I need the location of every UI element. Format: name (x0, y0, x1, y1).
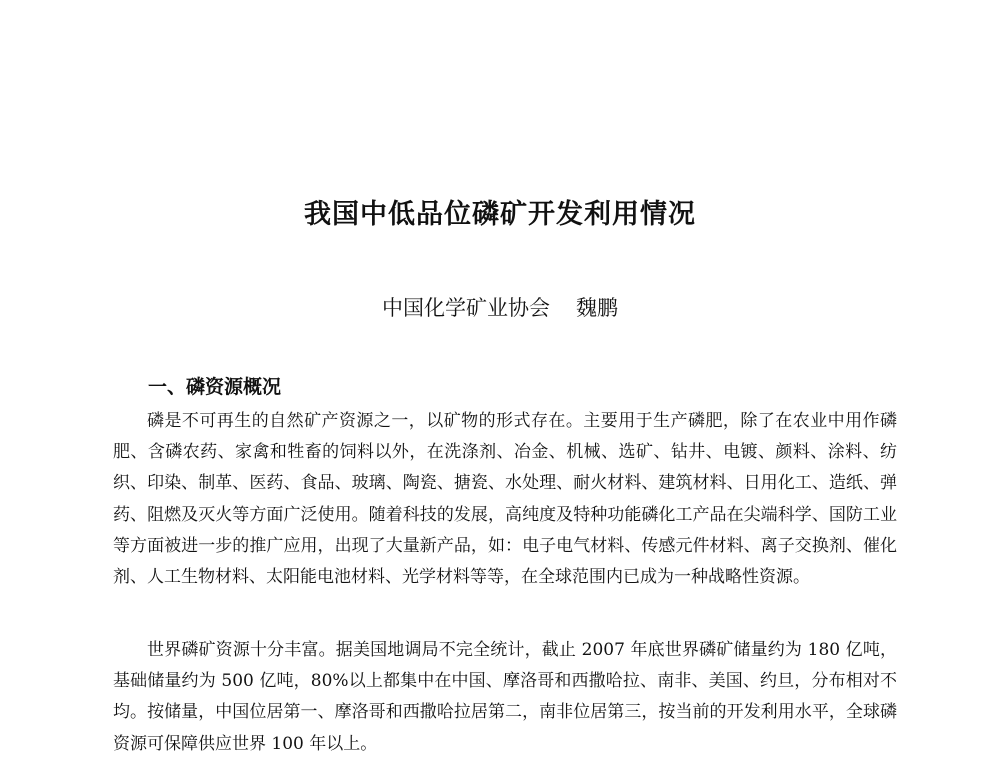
author-name: 魏鹏 (576, 296, 618, 320)
author-organization: 中国化学矿业协会 (382, 296, 550, 320)
author-line (0, 292, 1000, 322)
paper-title: 我国中低品位磷矿开发利用情况 (304, 199, 696, 230)
section-heading: 一、磷资源概况 (148, 376, 282, 398)
body-paragraph: 磷是不可再生的自然矿产资源之一，以矿物的形式存在。主要用于生产磷肥，除了在农业中用作磷肥、含磷农药、家禽和牲畜的饲料以外，在洗涤剂、冶金、机械、选矿、钻井、电镀、颜料、涂料、纺织、印染、制革、医药、食品、玻璃、陶瓷、搪瓷、水处理、耐火材料、建筑材料、日用化工、造纸、弹药、阻燃及灭火等方面广泛使用。随着科技的发展，高纯度及特种功能磷化工产品在尖端科学、国防工业等方面被进一步的推广应用，出现了大量新产品，如：电子电气材料、传感元件材料、离子交换剂、催化剂、人工生物材料、太阳能电池材料、光学材料等等，在全球范围内已成为一种战略性资源。 (113, 411, 897, 588)
body-paragraph: 世界磷矿资源十分丰富。据美国地调局不完全统计，截止 2007 年底世界磷矿储量约为 180 亿吨，基础储量约为 500 亿吨，80%以上都集中在中国、摩洛哥和西撒哈拉、南非、美国、约旦，分布相对不均。按储量，中国位居第一、摩洛哥和西撒哈拉居第二，南非位居第三，按当前的开发利用水平，全球磷资源可保障供应世界 100 年以上。 (113, 640, 897, 754)
